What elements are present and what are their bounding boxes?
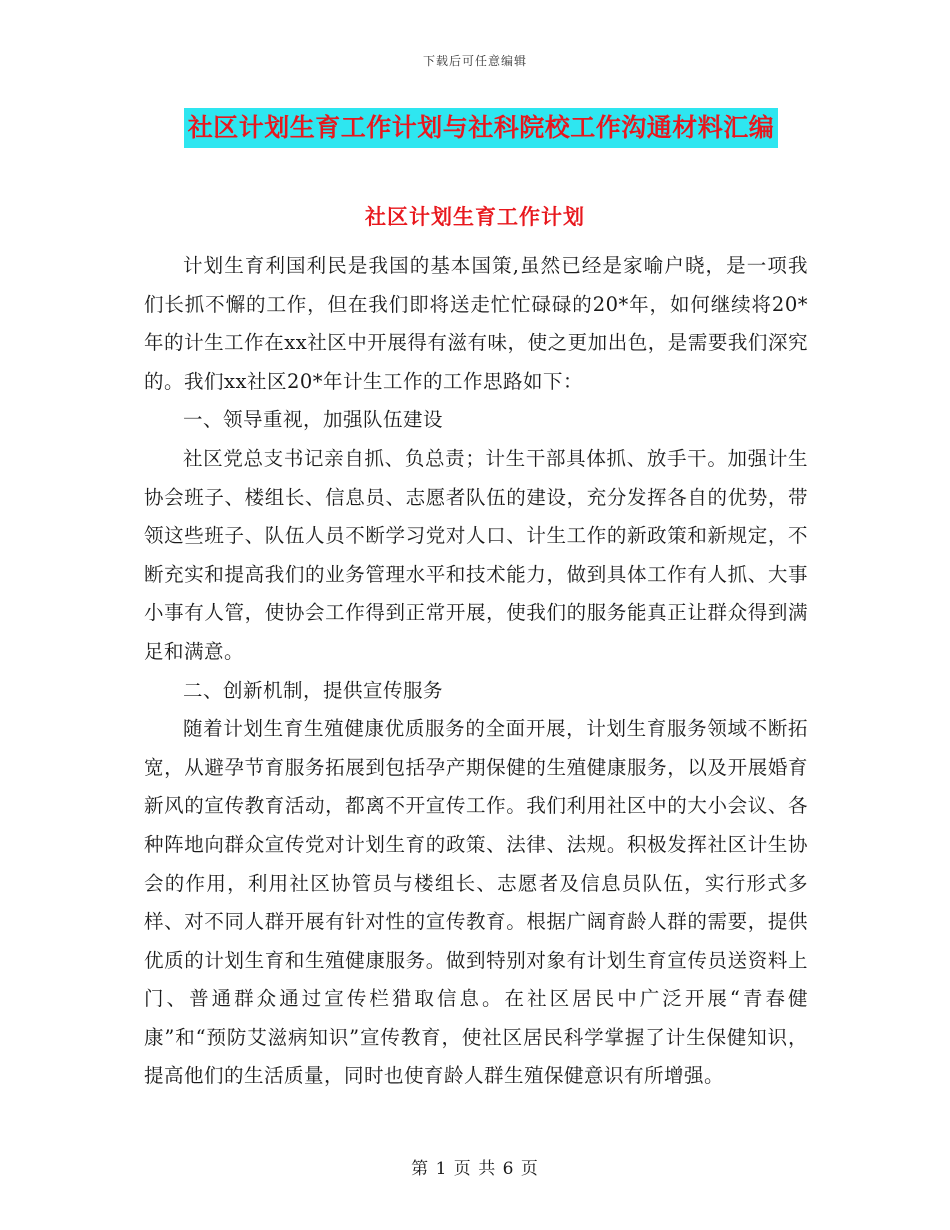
- section-title: 社区计划生育工作计划: [365, 205, 585, 229]
- paragraph-innovation: 随着计划生育生殖健康优质服务的全面开展，计划生育服务领域不断拓宽，从避孕节育服务拓展到包括孕产期保健的生殖健康服务，以及开展婚育新风的宣传教育活动，都离不开宣传工作。我们利用社区中的大小会议、各种阵地向群众宣传党对计划生育的政策、法律、法规。积极发挥社区计生协会的作用，利用社区协管员与楼组长、志愿者及信息员队伍，实行形式多样、对不同人群开展有针对性的宣传教育。根据广阔育龄人群的需要，提供优质的计划生育和生殖健康服务。做到特别对象有计划生育宣传员送资料上门、普通群众通过宣传栏猎取信息。在社区居民中广泛开展“青春健康”和“预防艾滋病知识”宣传教育，使社区居民科学掌握了计生保健知识，提高他们的生活质量，同时也使育龄人群生殖保健意识有所增强。: [144, 717, 808, 1088]
- page-number: 第 1 页 共 6 页: [411, 1159, 539, 1179]
- heading-innovation: 二、创新机制，提供宣传服务: [183, 678, 444, 702]
- paragraph-intro: 计划生育利国利民是我国的基本国策,虽然已经是家喻户晓，是一项我们长抓不懈的工作，但在我们即将送走忙忙碌碌的20*年，如何继续将20*年的计生工作在xx社区中开展得有滋有味，使之更加出色，是需要我们深究的。我们xx社区20*年计生工作的工作思路如下：: [144, 254, 808, 393]
- paragraph-leadership: 社区党总支书记亲自抓、负总责；计生干部具体抓、放手干。加强计生协会班子、楼组长、信息员、志愿者队伍的建设，充分发挥各自的优势，带领这些班子、队伍人员不断学习党对人口、计生工作的新政策和新规定，不断充实和提高我们的业务管理水平和技术能力，做到具体工作有人抓、大事小事有人管，使协会工作得到正常开展，使我们的服务能真正让群众得到满足和满意。: [144, 446, 808, 663]
- document-title-container: [0, 108, 950, 148]
- document-body: [144, 247, 808, 1096]
- page-header-note: 下载后可任意编辑: [422, 54, 527, 68]
- document-title: 社区计划生育工作计划与社科院校工作沟通材料汇编: [184, 108, 779, 148]
- heading-leadership: 一、领导重视，加强队伍建设: [183, 408, 444, 432]
